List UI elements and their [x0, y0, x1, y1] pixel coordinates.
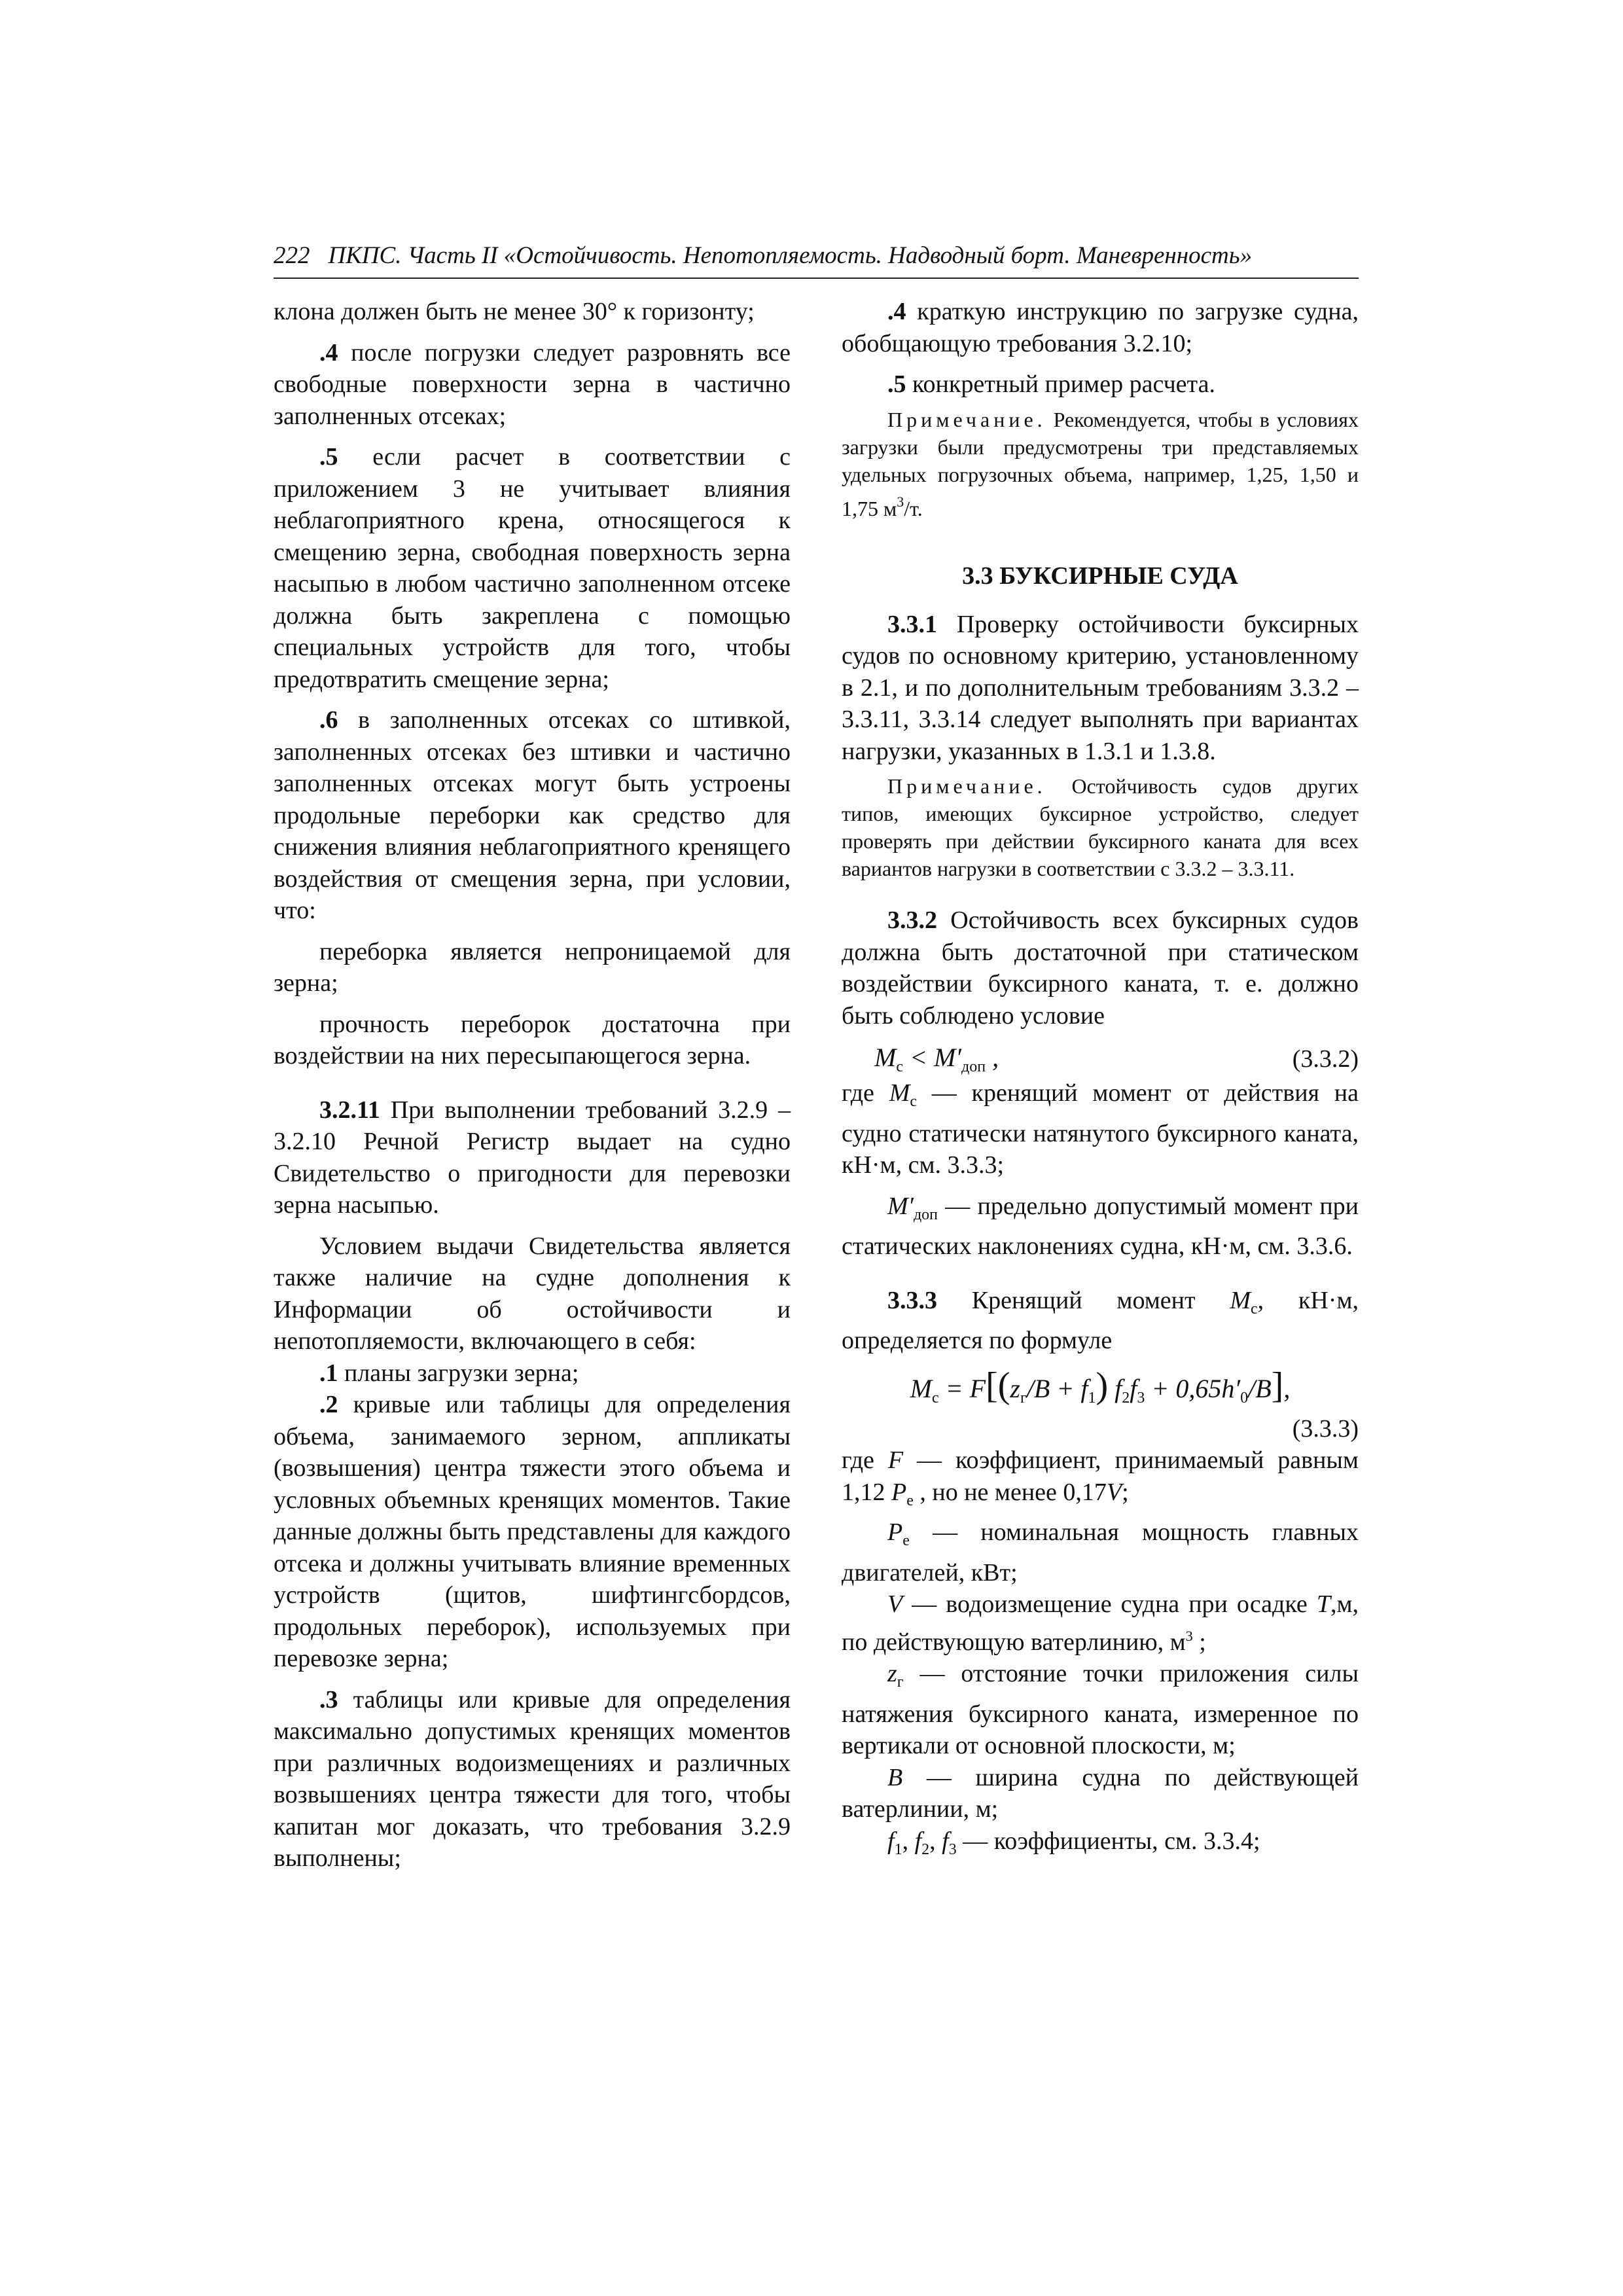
definition: $P_е$ — номинальная мощность главных двигателей, кВт;	[842, 1518, 1359, 1587]
paragraph: клона должен быть не менее 30° к горизонту;	[274, 298, 755, 325]
paragraph: .5 если расчет в соответствии с приложением 3 не учитывает влияния неблагоприятного крена, относящегося к смещению зерна, свободная поверхность зерна насыпью в любом частично заполненном отсеке должна быть закреплена с помощью специальных устройств для того, чтобы предотвратить смещение зерна;	[274, 443, 791, 693]
left-column	[274, 296, 791, 1874]
definition: $z_г$ — отстояние точки приложения силы натяжения буксирного каната, измеренное по вертикали от основной плоскости, м;	[842, 1660, 1359, 1759]
paragraph: Условием выдачи Свидетельства является также наличие на судне дополнения к Информации об остойчивости и непотопляемости, включающего в себя:	[274, 1232, 791, 1355]
section-title: 3.3 БУКСИРНЫЕ СУДА	[962, 562, 1238, 590]
formula-3-3-3: $M_с = F[(z_г/B + f_1) f_2f_3 + 0,65h'_0/B]$,	[910, 1365, 1291, 1407]
running-title: ПКПС. Часть II «Остойчивость. Непотопляемость. Надводный борт. Маневренность»	[328, 242, 1253, 269]
page-number: 222	[274, 242, 310, 269]
right-column	[842, 296, 1359, 1865]
running-header	[274, 241, 1359, 279]
list-item: .4 краткую инструкцию по загрузке судна, обобщающую требования 3.2.10;	[842, 298, 1359, 357]
note: Примечание. Рекомендуется, чтобы в условиях загрузки были предусмотрены три представляемых удельных погрузочных объема, например, 1,25, 1,50 и 1,75 $м^3/т$.	[842, 407, 1359, 520]
equation-number: (3.3.3)	[1292, 1414, 1359, 1443]
paragraph: переборка является непроницаемой для зерна;	[274, 937, 791, 997]
paragraph: .6 в заполненных отсеках со штивкой, заполненных отсеках без штивки и частично заполненных отсеках могут быть устроены продольные переборки как средство для снижения влияния неблагоприятного кренящего воздействия от смещения зерна, при условии, что:	[274, 706, 791, 924]
definition: где $M_с$ — кренящий момент от действия на судно статически натянутого буксирного каната, кН·м, см. 3.3.3;	[842, 1079, 1359, 1179]
list-item: .5 конкретный пример расчета.	[887, 370, 1215, 398]
paragraph: прочность переборок достаточна при воздействии на них пересыпающегося зерна.	[274, 1010, 791, 1069]
list-item: .3 таблицы или кривые для определения максимально допустимых кренящих моментов при различных водоизмещениях и различных возвышениях центра тяжести для того, чтобы капитан мог доказать, что требования 3.2.9 выполнены;	[274, 1685, 791, 1872]
definition: $M'_{доп}$ — предельно допустимый момент при статических наклонениях судна, кН·м, см. 3.3.6.	[842, 1192, 1359, 1260]
paragraph: 3.2.11 При выполнении требований 3.2.9 – 3.2.10 Речной Регистр выдает на судно Свидетельство о пригодности для перевозки зерна насыпью.	[274, 1096, 791, 1219]
definition: B — ширина судна по действующей ватерлинии, м;	[842, 1763, 1359, 1823]
paragraph: 3.3.3 Кренящий момент $M_с$, кН·м, определяется по формуле	[842, 1286, 1359, 1354]
note: Примечание. Остойчивость судов других типов, имеющих буксирное устройство, следует проверять при действии буксирного каната для всех вариантов нагрузки в соответствии с 3.3.2 – 3.3.11.	[842, 774, 1359, 880]
equation-number: (3.3.2)	[1292, 1045, 1359, 1073]
paragraph: .4 после погрузки следует разровнять все свободные поверхности зерна в частично заполненных отсеках;	[274, 338, 791, 430]
paragraph: 3.3.2 Остойчивость всех буксирных судов должна быть достаточной при статическом воздействии буксирного каната, т. е. должно быть соблюдено условие	[842, 906, 1359, 1030]
definition: $f_1$, $f_2$, $f_3$ — коэффициенты, см. 3.3.4;	[887, 1827, 1260, 1858]
definition: где F — коэффициент, принимаемый равным 1,12 $P_е$ , но не менее 0,17V;	[842, 1446, 1359, 1509]
paragraph: 3.3.1 Проверку остойчивости буксирных судов по основному критерию, установленному в 2.1, и по дополнительным требованиям 3.3.2 – 3.3.11, 3.3.14 следует выполнять при вариантах нагрузки, указанных в 1.3.1 и 1.3.8.	[842, 610, 1359, 765]
list-item: .2 кривые или таблицы для определения объема, занимаемого зерном, аппликаты (возвышения) центра тяжести этого объема и условных объемных кренящих моментов. Такие данные должны быть представлены для каждого отсека и должны учитывать влияние временных устройств (щитов, шифтингсбордсов, продольных переборок), используемых при перевозке зерна;	[274, 1391, 791, 1672]
definition: V — водоизмещение судна при осадке T,м, по действующую ватерлинию, $м^3$ ;	[842, 1590, 1359, 1656]
formula-3-3-2: $M_с < M'_{доп}$ , (3.3.2)	[874, 1043, 1359, 1075]
list-item: .1 планы загрузки зерна;	[319, 1359, 579, 1387]
